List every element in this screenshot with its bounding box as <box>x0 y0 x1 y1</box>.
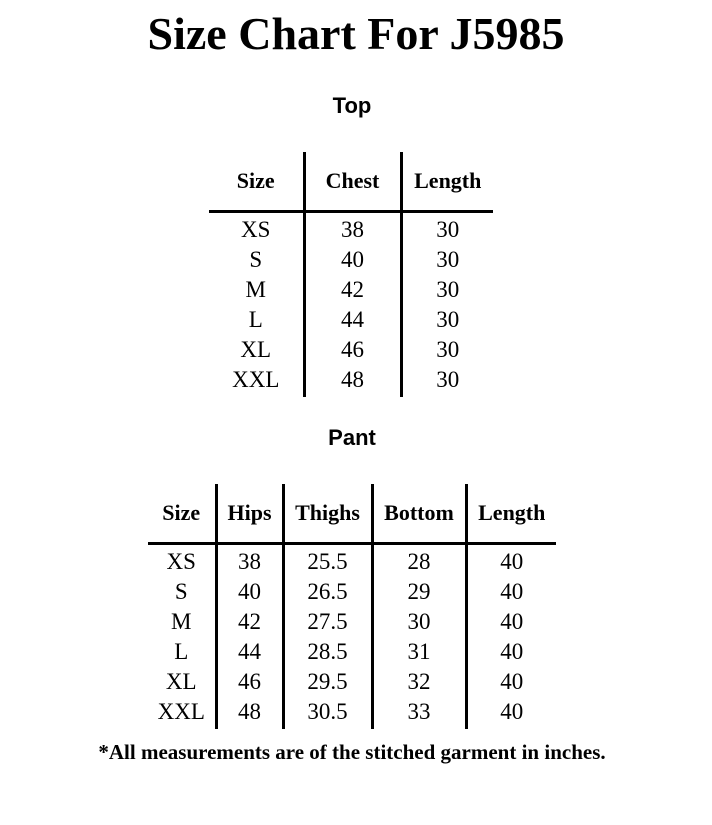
table-row <box>209 212 493 246</box>
cell-hips: 40 <box>216 577 283 607</box>
table-row <box>148 607 556 637</box>
cell-hips: 46 <box>216 667 283 697</box>
cell-length: 30 <box>401 275 493 305</box>
cell-bottom: 33 <box>372 697 466 729</box>
page-title: Size Chart For J5985 <box>147 8 565 59</box>
cell-length: 40 <box>466 577 556 607</box>
cell-length: 30 <box>401 305 493 335</box>
column-header-hips: Hips <box>216 484 283 544</box>
cell-size: XL <box>165 669 197 694</box>
cell-size: S <box>249 247 263 272</box>
column-header-length: Length <box>466 484 556 544</box>
cell-thighs: 29.5 <box>283 667 372 697</box>
table-row <box>148 637 556 667</box>
table-row <box>209 335 493 365</box>
cell-length: 40 <box>466 544 556 578</box>
column-header-chest: Chest <box>304 152 401 212</box>
table-header-row <box>209 152 493 212</box>
column-header-length: Length <box>401 152 493 212</box>
table-row <box>209 305 493 335</box>
cell-bottom: 31 <box>372 637 466 667</box>
top-size-table <box>209 152 493 397</box>
cell-length: 40 <box>466 637 556 667</box>
table-row <box>148 577 556 607</box>
cell-size: M <box>245 277 266 302</box>
cell-thighs: 25.5 <box>283 544 372 578</box>
cell-hips: 44 <box>216 637 283 667</box>
cell-chest: 40 <box>304 245 401 275</box>
cell-chest: 42 <box>304 275 401 305</box>
cell-hips: 48 <box>216 697 283 729</box>
table-row <box>209 245 493 275</box>
table-row <box>148 667 556 697</box>
cell-size: XS <box>166 549 196 574</box>
measurement-footnote: *All measurements are of the stitched garment in inches. <box>98 740 606 764</box>
cell-hips: 42 <box>216 607 283 637</box>
pant-section-heading: Pant <box>328 425 376 450</box>
cell-size: XS <box>241 217 271 242</box>
cell-bottom: 32 <box>372 667 466 697</box>
cell-chest: 46 <box>304 335 401 365</box>
table-row <box>148 544 556 578</box>
cell-bottom: 30 <box>372 607 466 637</box>
cell-size: L <box>174 639 189 664</box>
cell-length: 30 <box>401 245 493 275</box>
table-header-row <box>148 484 556 544</box>
column-header-size: Size <box>148 484 216 544</box>
table-row <box>209 275 493 305</box>
top-section-heading: Top <box>332 93 372 118</box>
cell-size: XXL <box>157 699 205 724</box>
cell-thighs: 28.5 <box>283 637 372 667</box>
cell-length: 30 <box>401 335 493 365</box>
cell-chest: 38 <box>304 212 401 246</box>
cell-length: 40 <box>466 667 556 697</box>
column-header-thighs: Thighs <box>283 484 372 544</box>
cell-length: 40 <box>466 607 556 637</box>
cell-length: 40 <box>466 697 556 729</box>
cell-chest: 44 <box>304 305 401 335</box>
cell-thighs: 30.5 <box>283 697 372 729</box>
cell-size: S <box>174 579 188 604</box>
table-row <box>148 697 556 729</box>
cell-thighs: 27.5 <box>283 607 372 637</box>
cell-hips: 38 <box>216 544 283 578</box>
table-row <box>209 365 493 397</box>
cell-size: M <box>171 609 192 634</box>
cell-length: 30 <box>401 212 493 246</box>
cell-size: L <box>248 307 263 332</box>
pant-size-table <box>148 484 556 729</box>
cell-bottom: 29 <box>372 577 466 607</box>
column-header-size: Size <box>209 152 304 212</box>
cell-length: 30 <box>401 365 493 397</box>
column-header-bottom: Bottom <box>372 484 466 544</box>
cell-chest: 48 <box>304 365 401 397</box>
cell-thighs: 26.5 <box>283 577 372 607</box>
cell-bottom: 28 <box>372 544 466 578</box>
cell-size: XL <box>240 337 272 362</box>
cell-size: XXL <box>232 367 280 392</box>
